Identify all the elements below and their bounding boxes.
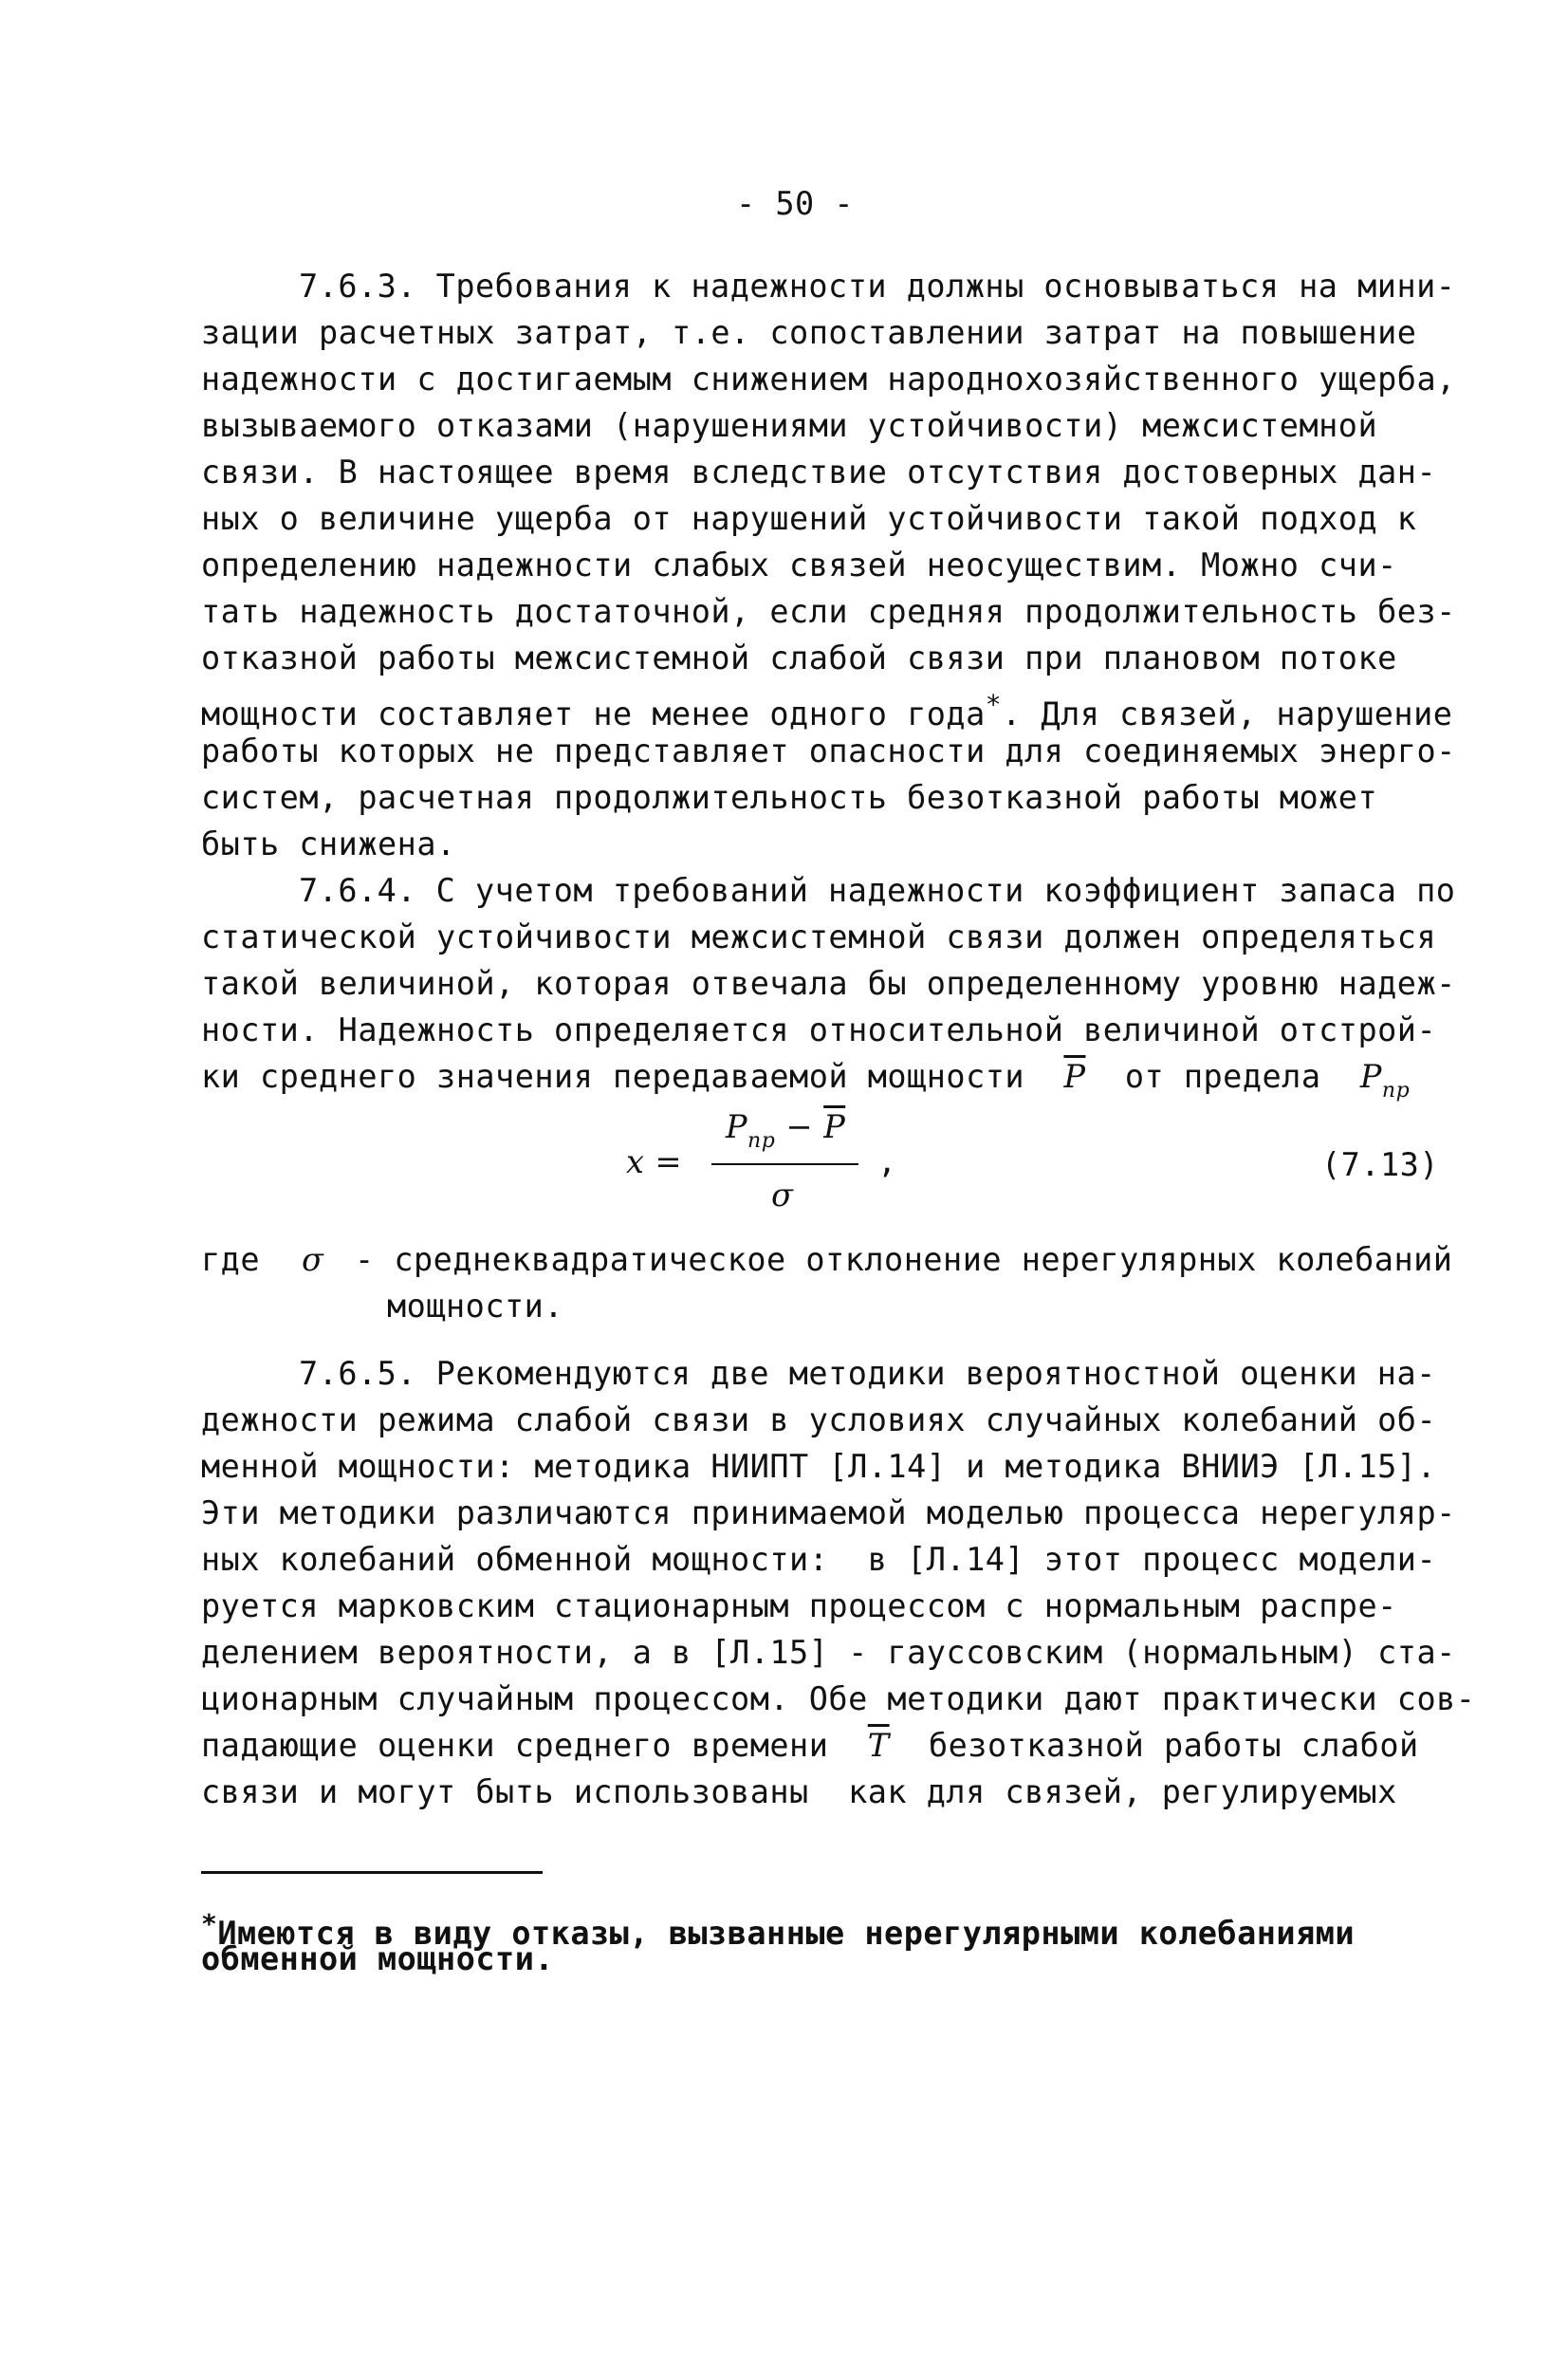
text-line: быть снижена.: [201, 825, 456, 862]
text-line: такой величиной, которая отвечала бы определенному уровню надеж-: [201, 965, 1456, 1002]
text-line: систем, расчетная продолжительность безотказной работы может: [201, 779, 1378, 816]
text-line: определению надежности слабых связей неосуществим. Можно счи-: [201, 547, 1397, 584]
p-limit-subscript: пр: [1381, 1079, 1411, 1103]
text-line: дежности режима слабой связи в условиях случайных колебаний об-: [201, 1401, 1437, 1438]
text-line: менной мощности: методика НИИПТ [Л.14] и методика ВНИИЭ [Л.15].: [201, 1448, 1437, 1485]
footnote-separator: [201, 1871, 543, 1874]
text-segment: безотказной работы слабой: [928, 1727, 1419, 1764]
text-segment: от предела: [1124, 1058, 1321, 1095]
text-line: отказной работы межсистемной слабой связи при плановом потоке: [201, 639, 1397, 677]
p-bar-symbol: $\overline{P}$: [1063, 1058, 1086, 1095]
footnote-mark: *: [201, 1908, 218, 1939]
text-line: [201, 1727, 1419, 1765]
equation-number: (7.13): [1321, 1146, 1440, 1183]
text-segment: . Для связей, нарушение: [1002, 695, 1453, 733]
text-line: надежности с достигаемым снижением народнохозяйственного ущерба,: [201, 361, 1456, 398]
t-bar-symbol: $\overline{T}$: [867, 1727, 890, 1764]
text-line: ности. Надежность определяется относительной величиной отстрой-: [201, 1011, 1437, 1048]
footnote-reference: *: [985, 689, 1003, 720]
text-line: статической устойчивости межсистемной связи должен определяться: [201, 918, 1437, 955]
text-line: тать надежность достаточной, если средняя продолжительность без-: [201, 593, 1456, 630]
text-line: Эти методики различаются принимаемой моделью процесса нерегуляр-: [201, 1494, 1456, 1531]
text-line: ных колебаний обменной мощности: в [Л.14] этот процесс модели-: [201, 1541, 1437, 1578]
text-line: руется марковским стационарным процессом с нормальным распре-: [201, 1587, 1397, 1624]
formula-numerator: [726, 1108, 845, 1160]
where-word: где: [201, 1241, 261, 1278]
p-limit-subscript: пр: [747, 1129, 776, 1153]
text-segment: мощности составляет не менее одного года: [201, 695, 986, 733]
text-line: мощности.: [387, 1288, 564, 1325]
text-line: связи и могут быть использованы как для связей, регулируемых: [201, 1773, 1397, 1810]
text-line: работы которых не представляет опасности для соединяемых энерго-: [201, 732, 1456, 769]
text-line: вызываемого отказами (нарушениями устойчивости) межсистемной: [201, 407, 1378, 444]
p-bar-symbol: $\overline{P}$: [823, 1108, 846, 1145]
text-segment: ки среднего значения передаваемой мощности: [201, 1058, 1025, 1095]
text-line: 7.6.4. С учетом требований надежности коэффициент запаса по: [299, 872, 1456, 909]
formula-denominator: σ: [771, 1177, 794, 1214]
p-limit-symbol: P: [1359, 1058, 1382, 1095]
text-line: обменной мощности.: [201, 1940, 555, 1977]
text-line: [201, 1058, 1410, 1110]
formula-comma: ,: [877, 1143, 897, 1180]
p-limit-symbol: P: [726, 1108, 748, 1145]
text-line: ционарным случайным процессом. Обе методики дают практически сов-: [201, 1680, 1476, 1717]
text-line: 7.6.3. Требования к надежности должны основываться на мини-: [299, 268, 1456, 305]
page-number: - 50 -: [736, 185, 855, 222]
text-line: [201, 686, 1452, 733]
text-line: ных о величине ущерба от нарушений устойчивости такой подход к: [201, 500, 1417, 537]
text-line: - среднеквадратическое отклонение нерегулярных колебаний: [355, 1241, 1453, 1278]
minus-sign: −: [775, 1108, 824, 1145]
text-line: зации расчетных затрат, т.е. сопоставлении затрат на повышение: [201, 314, 1417, 351]
fraction-line: [711, 1163, 858, 1165]
text-line: делением вероятности, а в [Л.15] - гауссовским (нормальным) ста-: [201, 1634, 1456, 1671]
text-segment: Имеются в виду отказы, вызванные нерегулярными колебаниями: [217, 1915, 1356, 1953]
text-segment: падающие оценки среднего времени: [201, 1727, 829, 1764]
text-line: связи. В настоящее время вследствие отсутствия достоверных дан-: [201, 454, 1437, 491]
text-line: 7.6.5. Рекомендуются две методики вероятностной оценки на-: [299, 1355, 1436, 1392]
formula-lhs: x =: [626, 1143, 683, 1180]
sigma-symbol: σ: [302, 1241, 324, 1278]
